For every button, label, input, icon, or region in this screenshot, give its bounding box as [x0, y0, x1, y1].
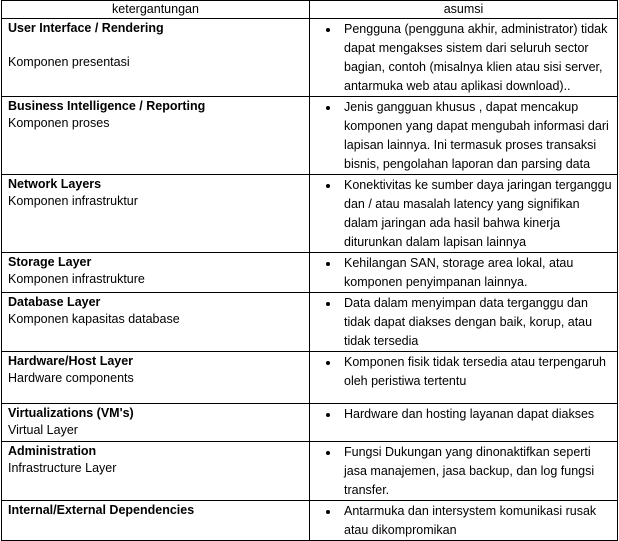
assumption-cell [310, 175, 618, 253]
table-row [2, 97, 618, 175]
dependency-name: Internal/External Dependencies [8, 503, 195, 517]
assumption-cell [310, 404, 618, 442]
assumption-cell [310, 501, 618, 541]
table-row [2, 253, 618, 293]
assumption-text: • Konektivitas ke sumber daya jaringan terganggu dan / atau masalah latency yang signifikan dalam jaringan ada hasil bahwa kinerja diturunkan dalam lapisan lainnya [340, 176, 613, 252]
table-header-row [2, 1, 618, 19]
dependency-cell [2, 97, 310, 175]
dependency-name: Virtualizations (VM's) [8, 406, 134, 420]
dependency-cell [2, 404, 310, 442]
dependency-cell [2, 293, 310, 352]
table-row [2, 175, 618, 253]
assumption-text: • Hardware dan hosting layanan dapat diakses [340, 405, 613, 424]
dependency-component: Komponen proses [8, 116, 110, 130]
assumption-text: • Fungsi Dukungan yang dinonaktifkan seperti jasa manajemen, jasa backup, dan log fungsi transfer. [340, 443, 613, 500]
dependency-component: Komponen presentasi [8, 55, 130, 69]
assumption-text: • Komponen fisik tidak tersedia atau terpengaruh oleh peristiwa tertentu [340, 353, 613, 391]
table-row [2, 19, 618, 97]
dependency-component: Komponen infrastrukture [8, 272, 145, 286]
assumption-cell [310, 97, 618, 175]
dependency-component: Komponen infrastruktur [8, 194, 138, 208]
assumption-cell [310, 352, 618, 404]
dependency-name: Database Layer [8, 295, 101, 309]
dependency-cell [2, 253, 310, 293]
dependency-component: Hardware components [8, 371, 134, 385]
assumption-text: • Antarmuka dan intersystem komunikasi rusak atau dikompromikan [340, 502, 613, 540]
dependency-component: Virtual Layer [8, 423, 78, 437]
assumption-text: • Data dalam menyimpan data terganggu dan tidak dapat diakses dengan baik, korup, atau tidak tersedia [340, 294, 613, 351]
assumption-text: • Pengguna (pengguna akhir, administrator) tidak dapat mengakses sistem dari seluruh sector bagian, contoh (misalnya klien atau sisi server, antarmuka web atau aplikasi download).. [340, 20, 613, 96]
dependency-name: User Interface / Rendering [8, 21, 164, 35]
dependency-cell [2, 175, 310, 253]
dependency-name: Network Layers [8, 177, 102, 191]
assumption-text: • Jenis gangguan khusus , dapat mencakup komponen yang dapat mengubah informasi dari lapisan lainnya. Ini termasuk proses transaksi bisnis, pengolahan laporan dan parsing data [340, 98, 613, 174]
dependency-cell [2, 19, 310, 97]
dependency-name: Storage Layer [8, 255, 92, 269]
dependency-cell [2, 442, 310, 501]
table-row [2, 404, 618, 442]
table-row [2, 442, 618, 501]
dependency-cell [2, 501, 310, 541]
dependency-name: Business Intelligence / Reporting [8, 99, 206, 113]
dependency-component: Komponen kapasitas database [8, 312, 180, 326]
dependency-cell [2, 352, 310, 404]
assumption-text: • Kehilangan SAN, storage area lokal, atau komponen penyimpanan lainnya. [340, 254, 613, 292]
dependency-component: Infrastructure Layer [8, 461, 117, 475]
header-asumsi: asumsi [310, 1, 618, 19]
assumption-cell [310, 442, 618, 501]
assumption-cell [310, 253, 618, 293]
dependency-name: Administration [8, 444, 97, 458]
dependency-name: Hardware/Host Layer [8, 354, 134, 368]
table-row [2, 501, 618, 541]
assumption-cell [310, 293, 618, 352]
table-row [2, 352, 618, 404]
assumption-cell [310, 19, 618, 97]
dependency-table [1, 0, 618, 541]
table-row [2, 293, 618, 352]
header-ketergantungan: ketergantungan [2, 1, 310, 19]
